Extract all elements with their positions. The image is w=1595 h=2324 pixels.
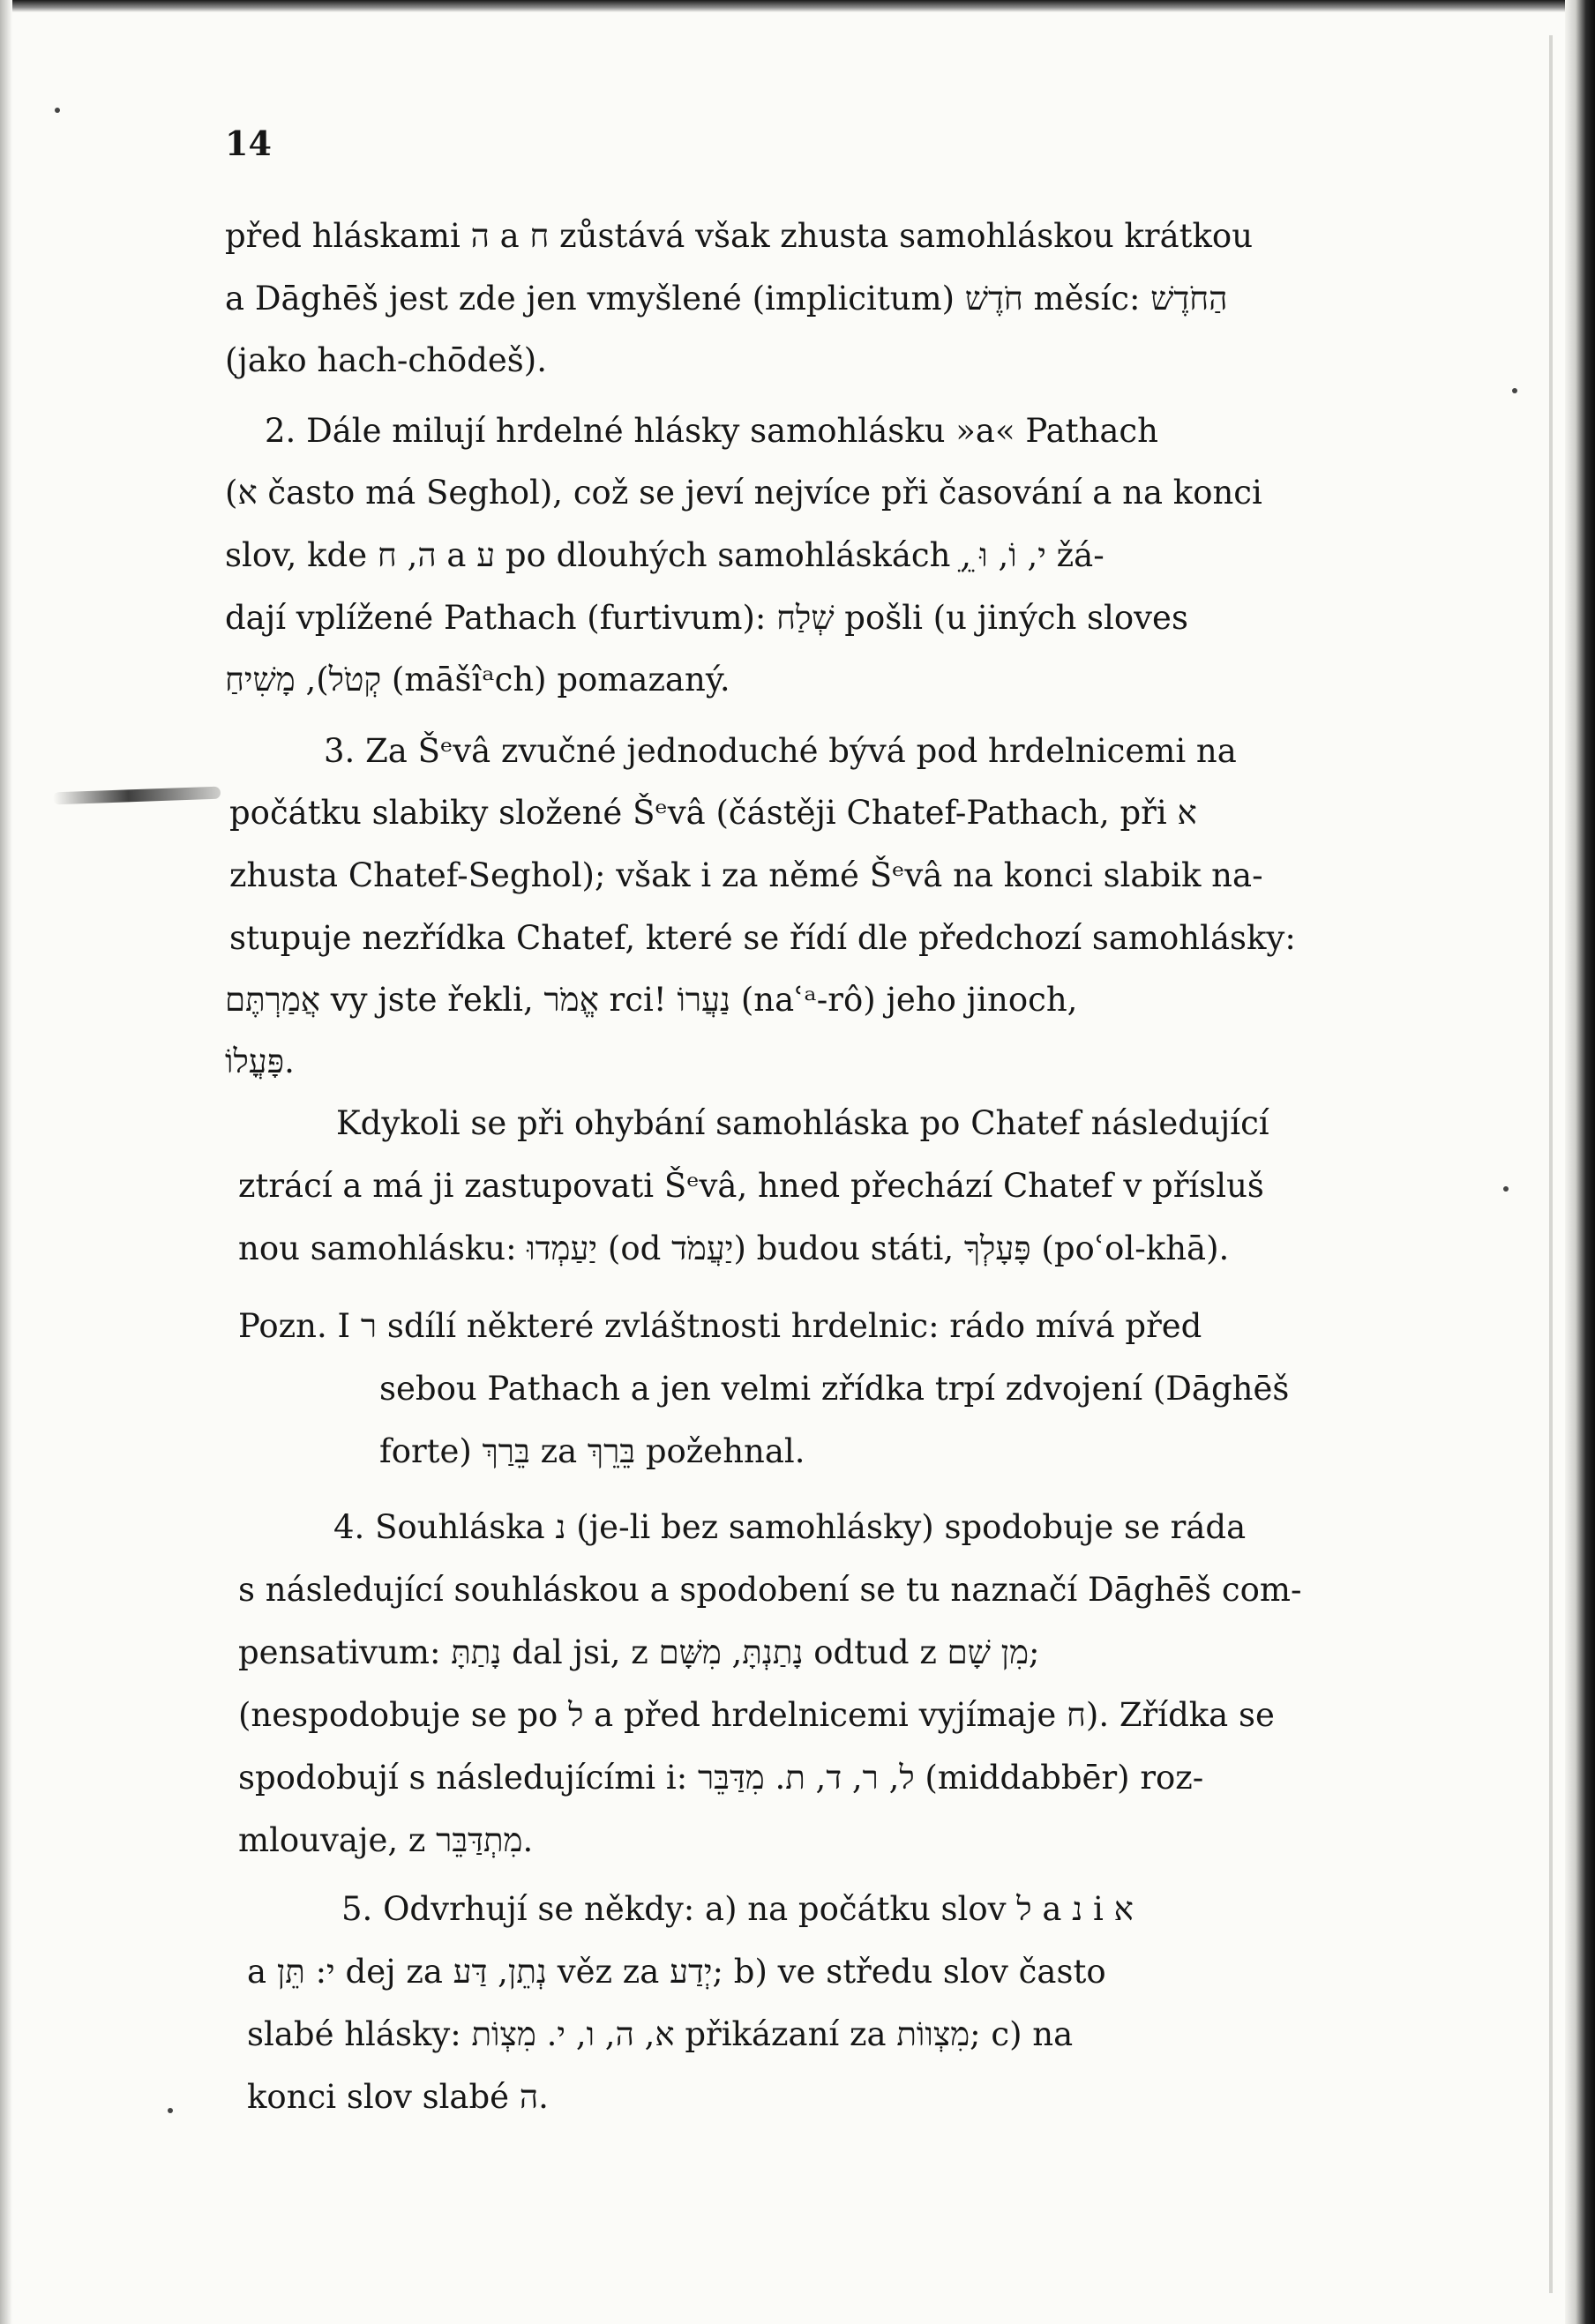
text-line: 2. Dále milují hrdelné hlásky samohlásku »a« Pathach — [265, 411, 1158, 450]
text-line: ztrácí a má ji zastupovati Šᵉvâ, hned přechází Chatef v přísluš — [238, 1166, 1264, 1205]
scan-top-edge — [0, 0, 1595, 12]
text-line: Kdykoli se při ohybání samohláska po Chatef následující — [336, 1103, 1269, 1142]
text-line: (jako hach-chōdeš). — [225, 340, 547, 379]
text-line: dají vplížené Pathach (furtivum): שְׁלַח pošli (u jiných sloves — [225, 598, 1188, 637]
text-line: konci slov slabé ה. — [247, 2077, 549, 2116]
text-line: a Dāghēš jest zde jen vmyšlené (implicitum) חֹדֶשׁ měsíc: הַחֹדֶשׁ — [225, 279, 1228, 318]
text-line: a י: תֵּן dej za נְתֵן, דַּע věz za יְדַע; b) ve středu slov často — [247, 1952, 1106, 1991]
scan-right-edge — [1565, 0, 1595, 2324]
text-line: sebou Pathach a jen velmi zřídka trpí zdvojení (Dāghēš — [379, 1369, 1290, 1408]
text-line: s následující souhláskou a spodobení se tu naznačí Dāghēš com- — [238, 1570, 1302, 1609]
text-line: Pozn. I ר sdílí některé zvláštnosti hrdelnic: rádo mívá před — [238, 1306, 1202, 1345]
text-line: slabé hlásky: א, ה, ו, י. מִצְוֹת přikázaní za מִצְווֹת; c) na — [247, 2014, 1074, 2053]
text-line: pensativum: נָתַתָּ dal jsi, z נָתַנְתָּ, מִשָּׁם odtud z מִן שָׁם; — [238, 1633, 1040, 1671]
text-line: stupuje nezřídka Chatef, které se řídí dle předchozí samohlásky: — [229, 918, 1296, 957]
text-line: slov, kde ה, ח a ע po dlouhých samohláskách ֵ, ֵי, וֹ, וּ žá- — [225, 535, 1105, 574]
scan-gutter-line — [1549, 35, 1553, 2293]
text-line: פָּעֳלוֹ. — [225, 1042, 295, 1080]
text-line: אֲמַרְתֶּם vy jste řekli, אֱמֹר rci! נַעֲרוֹ (naʿᵃ-rô) jeho jinoch, — [225, 980, 1078, 1019]
text-line: 4. Souhláska נ (je-li bez samohlásky) spodobuje se ráda — [333, 1507, 1247, 1546]
text-line: 5. Odvrhují se někdy: a) na počátku slov ל a נ i א — [341, 1889, 1134, 1928]
text-line: forte) בֵּרַךְ za בֵּרֵךְ požehnal. — [379, 1431, 805, 1470]
ink-speck — [1503, 1186, 1509, 1192]
ink-speck — [1512, 388, 1517, 393]
text-line: קְטֹל), מָשִׁיחַ (māšîᵃch) pomazaný. — [225, 660, 730, 699]
text-line: (nespodobuje se po ל a před hrdelnicemi vyjímaje ח). Zřídka se — [238, 1695, 1275, 1734]
text-line: spodobují s následujícími i: ל, ר, ד, ת. מִדַּבֵּר (middabbēr) roz- — [238, 1758, 1204, 1797]
page-number: 14 — [225, 123, 272, 163]
text-line: před hláskami ה a ח zůstává však zhusta samohláskou krátkou — [225, 216, 1254, 255]
text-line: mlouvaje, z מִתְדַּבֵּר. — [238, 1820, 534, 1859]
ink-smudge — [53, 787, 221, 805]
text-line: zhusta Chatef-Seghol); však i za němé Šᵉvâ na konci slabik na- — [229, 856, 1263, 894]
text-line: počátku slabiky složené Šᵉvâ (částěji Chatef-Pathach, při א — [229, 793, 1197, 832]
text-line: nou samohlásku: יַעַמְדוּ (od יַעֲמֹד) budou státi, פָּעָלְךָ (poʿol-khā). — [238, 1229, 1230, 1267]
ink-speck — [168, 2108, 173, 2113]
text-line: 3. Za Šᵉvâ zvučné jednoduché bývá pod hrdelnicemi na — [324, 731, 1237, 770]
ink-speck — [55, 108, 60, 113]
text-line: (א často má Seghol), což se jeví nejvíce při časování a na konci — [225, 473, 1262, 512]
scan-left-edge — [0, 0, 12, 2324]
